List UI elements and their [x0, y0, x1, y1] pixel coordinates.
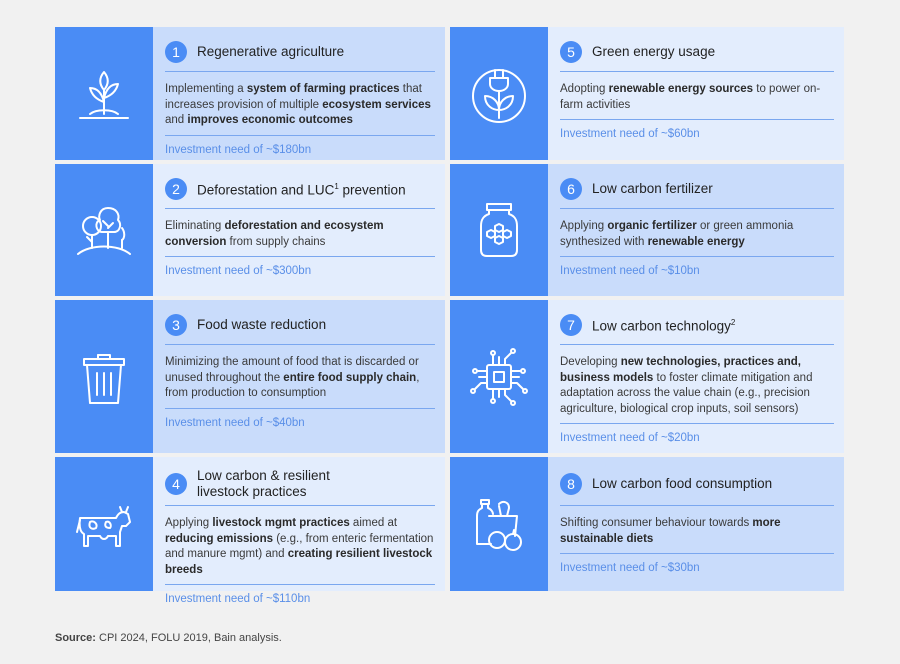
description-text: to foster climate mitigation and adaptation across the value chain (e.g., precision agriculture, biological crop inputs, soil sensors): [560, 371, 813, 415]
card-description: [560, 345, 834, 424]
card-content: [153, 164, 445, 296]
icon-panel: [450, 300, 548, 453]
icon-panel: [55, 27, 153, 160]
card-content: [153, 457, 445, 605]
investment-need: Investment need of ~$110bn: [165, 593, 311, 605]
card-header: [560, 37, 834, 72]
investment-need: Investment need of ~$10bn: [560, 265, 700, 277]
grocery-bag-icon: [467, 492, 531, 556]
description-text: Shifting consumer behaviour towards: [560, 517, 753, 529]
card-title: [592, 315, 735, 335]
description-text: (e.g., from enteric fermentation and manure mgmt) and: [165, 532, 434, 560]
description-text: aimed at: [349, 517, 398, 529]
description-text: Developing: [560, 356, 621, 368]
description-text: that increases provision of multiple: [165, 83, 422, 111]
card-content: [548, 457, 844, 591]
card-description: [165, 506, 435, 585]
card-header: [165, 37, 435, 72]
card-header: [165, 174, 435, 209]
source-label: Source:: [55, 632, 96, 644]
description-emphasis: deforestation and ecosystem conversion: [165, 220, 384, 248]
card-regenerative-agriculture: [55, 27, 445, 160]
trees-icon: [72, 198, 136, 262]
description-emphasis: reducing emissions: [165, 532, 274, 545]
card-description: [165, 345, 435, 409]
card-description: [165, 72, 435, 136]
description-text: Eliminating: [165, 220, 225, 232]
description-emphasis: renewable energy sources: [608, 83, 754, 95]
description-text: Implementing a: [165, 83, 247, 95]
investment-need: Investment need of ~$300bn: [165, 265, 312, 277]
card-description: [165, 209, 435, 257]
card-number-badge: 6: [560, 178, 582, 200]
description-emphasis: organic fertilizer: [607, 220, 697, 232]
title-text: Low carbon technology: [592, 318, 731, 334]
card-deforestation-prevention: [55, 164, 445, 296]
source-note: [55, 632, 282, 644]
card-number-badge: 8: [560, 473, 582, 495]
card-number-badge: 5: [560, 41, 582, 63]
card-low-carbon-technology: [450, 300, 844, 453]
investment-need: Investment need of ~$180bn: [165, 143, 312, 156]
trash-bin-icon: [72, 345, 136, 409]
card-content: [548, 300, 844, 453]
icon-panel: [55, 300, 153, 453]
card-title: Green energy usage: [592, 44, 716, 59]
description-emphasis: creating resilient livestock breeds: [165, 548, 433, 576]
card-description: [560, 72, 834, 120]
card-content: [153, 27, 445, 160]
description-text: to power on-farm activities: [560, 83, 821, 111]
description-emphasis: new technologies, practices and, business models: [560, 356, 801, 384]
card-food-waste-reduction: [55, 300, 445, 453]
card-number-badge: 2: [165, 178, 187, 200]
card-title: Regenerative agriculture: [197, 44, 345, 59]
description-emphasis: ecosystem services: [322, 98, 431, 111]
investment-need: Investment need of ~$60bn: [560, 128, 700, 140]
card-title: Low carbon & resilient livestock practices: [197, 468, 330, 499]
card-number-badge: 4: [165, 473, 187, 495]
card-low-carbon-fertilizer: [450, 164, 844, 296]
card-content: [548, 164, 844, 296]
description-emphasis: renewable energy: [647, 235, 745, 248]
card-title: Low carbon fertilizer: [592, 181, 713, 196]
microchip-icon: [467, 345, 531, 409]
description-emphasis: system of farming practices: [246, 83, 400, 95]
investment-need: Investment need of ~$20bn: [560, 432, 700, 444]
card-low-carbon-food-consumption: [450, 457, 844, 591]
icon-panel: [450, 27, 548, 160]
card-description: [560, 209, 834, 257]
icon-panel: [450, 164, 548, 296]
description-text: Applying: [165, 517, 213, 529]
description-text: Applying: [560, 220, 608, 232]
investment-need: Investment need of ~$40bn: [165, 416, 305, 429]
description-emphasis: improves economic outcomes: [187, 114, 353, 126]
card-header: [560, 467, 834, 506]
description-text: Adopting: [560, 83, 609, 95]
icon-panel: [450, 457, 548, 591]
fertilizer-jar-icon: [467, 198, 531, 262]
card-header: [165, 310, 435, 345]
source-text: CPI 2024, FOLU 2019, Bain analysis.: [95, 632, 282, 644]
description-text: or green ammonia synthesized with: [560, 220, 794, 248]
card-livestock-practices: [55, 457, 445, 605]
description-text: and: [165, 114, 188, 126]
card-header: [165, 467, 435, 506]
plant-sprout-icon: [72, 62, 136, 126]
card-content: [548, 27, 844, 160]
card-title: Food waste reduction: [197, 317, 327, 332]
investment-need: Investment need of ~$30bn: [560, 562, 700, 574]
card-title: [197, 179, 406, 199]
icon-panel: [55, 164, 153, 296]
green-plug-icon: [467, 62, 531, 126]
description-emphasis: livestock mgmt practices: [212, 517, 350, 529]
icon-panel: [55, 457, 153, 591]
card-green-energy-usage: [450, 27, 844, 160]
card-number-badge: 3: [165, 314, 187, 336]
card-number-badge: 7: [560, 314, 582, 336]
card-description: [560, 506, 834, 554]
card-header: [560, 174, 834, 209]
card-content: [153, 300, 445, 453]
cow-icon: [72, 492, 136, 556]
card-number-badge: 1: [165, 41, 187, 63]
description-text: from supply chains: [226, 235, 326, 248]
title-text-suffix: prevention: [338, 182, 406, 198]
description-emphasis: entire food supply chain: [283, 371, 417, 384]
card-header: [560, 310, 834, 345]
footnote-marker: 2: [730, 318, 736, 328]
description-text: Minimizing the amount of food that is discarded or unused throughout the: [165, 356, 419, 384]
title-text: Deforestation and LUC: [197, 182, 335, 198]
description-text: , from production to consumption: [165, 371, 420, 399]
footnote-marker: 1: [334, 182, 339, 192]
description-emphasis: more sustainable diets: [560, 517, 781, 545]
card-title: Low carbon food consumption: [592, 476, 773, 491]
